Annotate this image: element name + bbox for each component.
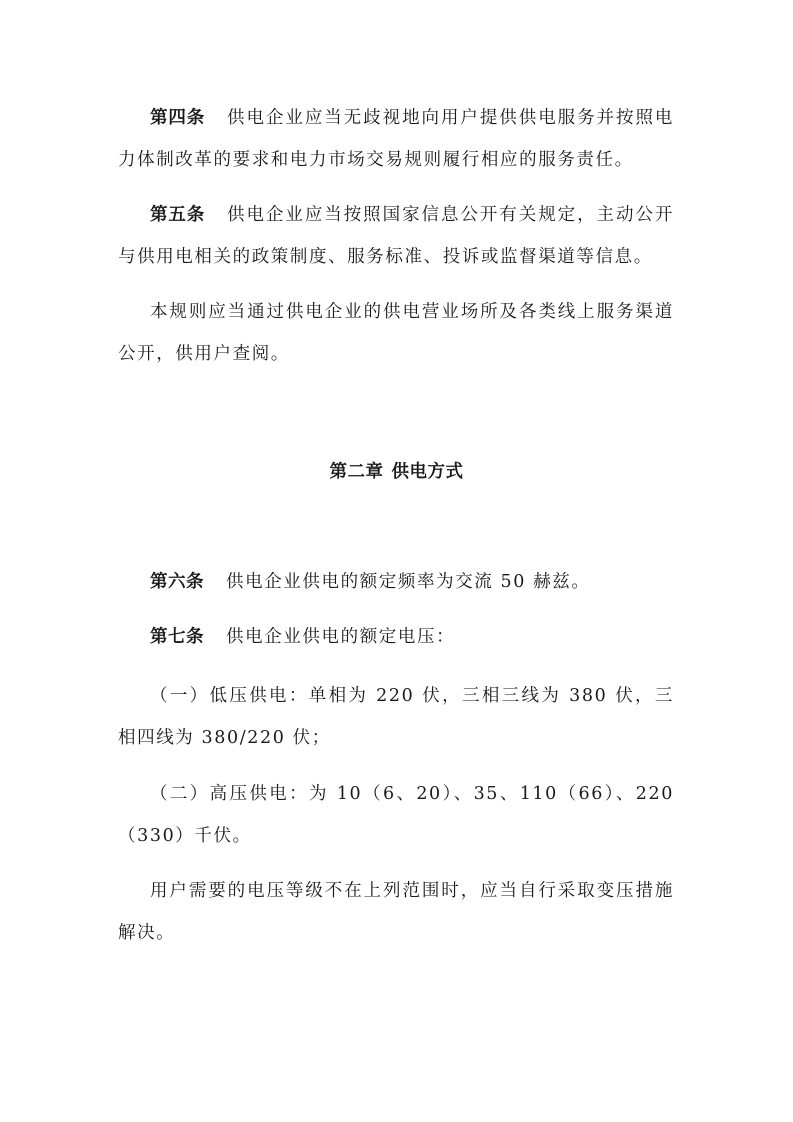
article-7-item-2: （二）高压供电：为 10（6、20）、35、110（66）、220（330）千伏。 bbox=[118, 784, 674, 846]
chapter-number: 第二章 bbox=[329, 462, 384, 482]
article-7-label: 第七条 bbox=[150, 627, 204, 647]
article-4-label: 第四条 bbox=[150, 108, 206, 128]
article-7-note: 用户需要的电压等级不在上列范围时，应当自行采取变压措施解决。 bbox=[118, 881, 674, 943]
article-4-text: 供电企业应当无歧视地向用户提供供电服务并按照电力体制改革的要求和电力市场交易规则履行相应的服务责任。 bbox=[118, 108, 674, 170]
article-6 bbox=[118, 561, 674, 603]
article-5-text: 供电企业应当按照国家信息公开有关规定，主动公开与供用电相关的政策制度、服务标准、投诉或监督渠道等信息。 bbox=[118, 205, 674, 267]
article-6-text: 供电企业供电的额定频率为交流 50 赫兹。 bbox=[226, 572, 591, 592]
article-7 bbox=[118, 616, 674, 658]
article-4 bbox=[118, 97, 674, 181]
article-5 bbox=[118, 194, 674, 278]
article-5-label: 第五条 bbox=[150, 205, 206, 225]
article-7-item-1: （一）低压供电：单相为 220 伏，三相三线为 380 伏，三相四线为 380/220 伏； bbox=[118, 686, 674, 748]
chapter-heading bbox=[0, 458, 793, 483]
article-5-continuation: 本规则应当通过供电企业的供电营业场所及各类线上服务渠道公开，供用户查阅。 bbox=[118, 302, 674, 364]
chapter-title: 供电方式 bbox=[391, 462, 464, 482]
article-7-text: 供电企业供电的额定电压： bbox=[226, 627, 456, 647]
article-6-label: 第六条 bbox=[150, 572, 204, 592]
